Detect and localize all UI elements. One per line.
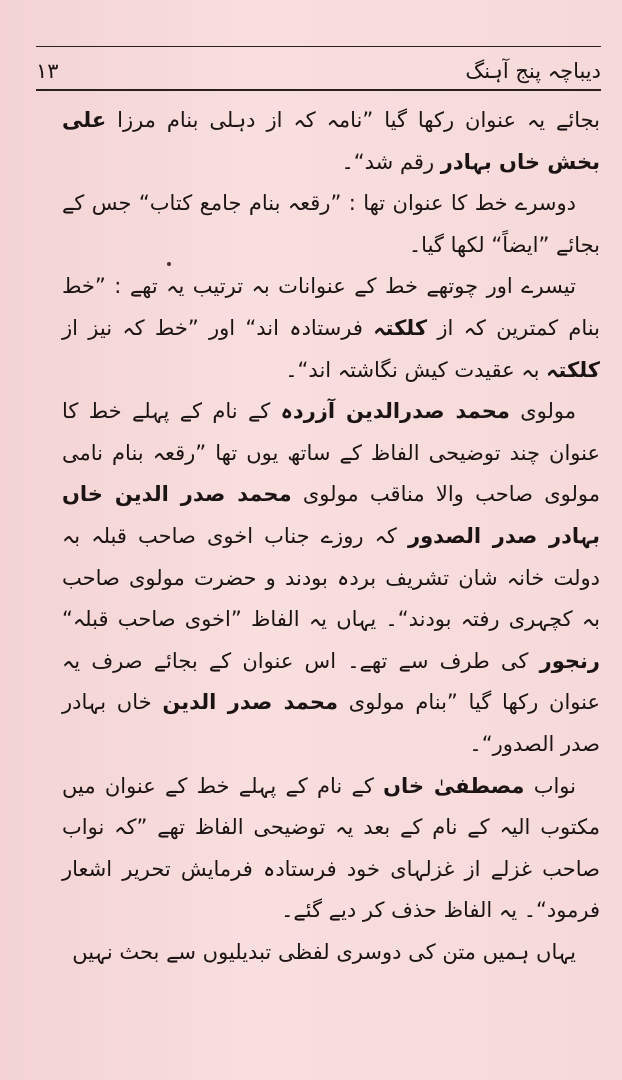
paragraph [62,266,600,391]
bold-name: مصطفیٰ خاں [383,773,525,798]
page-header [36,54,601,88]
bold-name: محمد صدر الدین خاں بہادر صدر الصدور [62,482,600,548]
header-bottom-rule [36,89,601,91]
text-run: مولوی [509,399,576,424]
text-run: کے نام کے پہلے خط کے عنوان میں مکتوب الیہ کے نام کے بعد یہ توضیحی الفاظ تھے ”کہ نواب صاحب غزلے از غزلہای خود فرستادہ فرمایش تحریر اشعار فرمود“۔ یہ الفاظ حذف کر دیے گئے۔ [62,773,600,923]
text-run: فرستادہ اند“ اور ”خط کہ نیز از [62,315,374,340]
text-run: کے نام کے پہلے خط کا عنوان چند توضیحی الفاظ کے ساتھ یوں تھا ”رقعہ بنام نامی مولوی صاحب والا مناقب مولوی [62,399,601,507]
text-run: دوسرے خط کا عنوان تھا : ”رقعہ بنام جامع کتاب“ جس کے بجائے ”ایضاً“ لکھا گیا۔ [62,191,600,257]
text-run: تیسرے اور چوتھے خط کے عنوانات بہ ترتیب یہ تھے : ”خط بنام کمترین کہ از [62,274,600,340]
text-run: رقم شد“۔ [341,149,441,174]
text-run: نواب [524,773,576,798]
paragraph [62,183,600,266]
bold-name: محمد صدر الدین [162,690,339,715]
text-run: خاں بہادر صدر الصدور“۔ [62,690,600,756]
ink-speck [167,262,171,266]
bold-name: کلکتہ [373,315,428,340]
bold-name: علی بخش خاں بہادر [62,108,600,174]
bold-name: کلکتہ [546,357,600,382]
paragraph [62,932,600,974]
text-run: بہ عقیدت کیش نگاشتہ اند“۔ [285,357,547,382]
text-run: بجائے یہ عنوان رکھا گیا ”نامہ کہ از دہلی بنام مرزا [106,108,600,132]
page-number: ۱۳ [36,59,59,83]
bold-name: محمد صدرالدین آزردہ [280,399,510,424]
paragraph [62,100,600,183]
paragraph [62,391,600,765]
text-run: کی طرف سے تھے۔ اس عنوان کے بجائے صرف یہ عنوان رکھا گیا ”بنام مولوی [62,648,600,715]
text-run: کہ روزے جناب اخوی صاحب قبلہ بہ دولت خانہ شان تشریف بردہ بودند و حضرت مولوی صاحب بہ کچہری رفتہ بودند“۔ یہاں یہ الفاظ ”اخوی صاحب قبلہ“ [62,523,600,632]
body-text [62,100,600,973]
running-title: دیباچہ پنج آہنگ [465,59,601,83]
text-run: یہاں ہمیں متن کی دوسری لفظی تبدیلیوں سے بحث نہیں [72,939,576,964]
header-top-rule [36,46,601,47]
bold-name: رنجور [539,648,600,673]
paragraph [62,766,600,932]
